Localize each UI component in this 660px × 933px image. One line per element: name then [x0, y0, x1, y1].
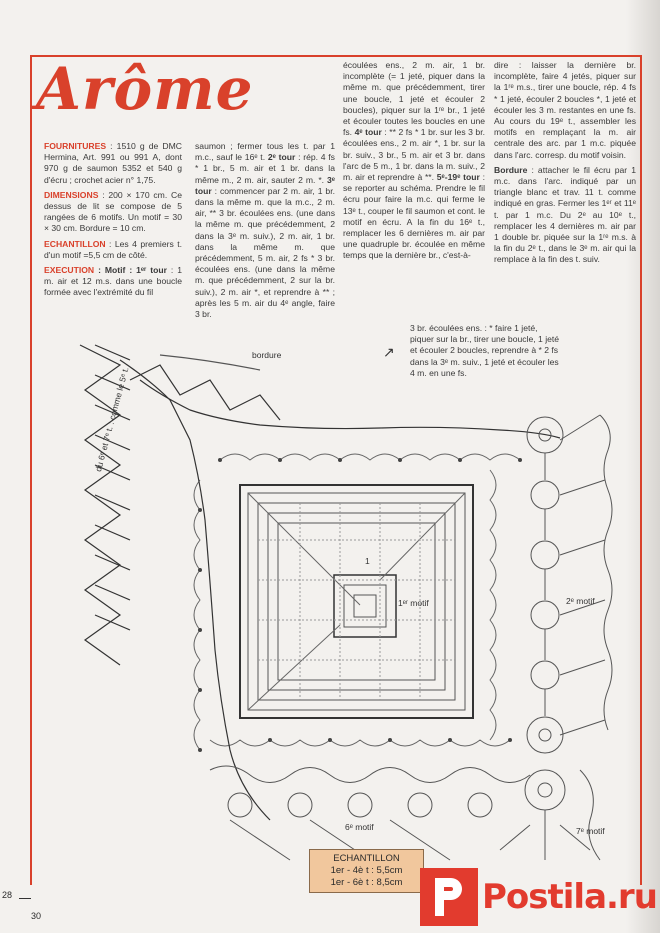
col3-text-b: : ** 2 fs * 1 br. sur les 3 br. écoulées ens., 2 m. air *, 1 br. sur la br. suiv., 3 br., 5 m. air et 3 br. dans l'arc de 5 m., 1 br. dans la m. suiv., 2 m. air et reprendre à **. — [343, 127, 485, 183]
watermark-text: Postila.ru — [482, 877, 657, 917]
text-column-1 — [44, 141, 182, 299]
label-bordure: bordure — [252, 350, 282, 360]
bordure-edge — [80, 345, 560, 820]
echantillon-box-line-2: 1er - 6è t : 8,5cm — [330, 877, 403, 888]
dimensions-text: : 200 × 170 cm. Ce dessus de lit se compose de 5 rangées de 6 motifs. Un motif = 30 × 30 cm. Bordure = 10 cm. — [44, 189, 182, 234]
echantillon-box-title: ECHANTILLON — [333, 853, 400, 864]
echantillon-box-line-1: 1er - 4è t : 5,5cm — [330, 865, 403, 876]
col4-text-b: : attacher le fil écru par 1 m.c. dans l'arc. indiqué par un triangle blanc et trav. 11 t. comme indiqué en gras. Fermer les 1ᵉʳ et 11ᵉ t. par 1 m.c. Du 2ᵉ au 10ᵉ t., remplacer les 4 dernières m. air par 1 double br. piquée sur la 1ʳᵉ m.s. à la fin du 2ᵉ t., dans le 3ᵉ m. air qui la remplace à la fin des t. suiv. — [494, 164, 636, 265]
motif-lead: : Motif : 1ᵉʳ tour — [94, 265, 167, 276]
tour-5-19-label: 5ᵉ-19ᵉ tour — [436, 172, 480, 183]
bordure-label: Bordure — [494, 164, 528, 175]
motif-6-7-row — [210, 766, 600, 860]
tour-3-label: 3ᵉ tour — [195, 174, 335, 196]
crochet-diagram — [60, 320, 640, 880]
postila-logo-icon — [420, 868, 478, 926]
postila-watermark — [420, 866, 657, 928]
text-column-4 — [494, 60, 636, 266]
stitch-callout: 3 br. écoulées ens. : * faire 1 jeté, piquer sur la br., tirer une boucle, 1 jeté et écouler 2 boucles, reprendre à * 2 fs dans la 3ᵉ m. suiv., 1 jeté et écouler les 4 m. en une fs. — [410, 323, 560, 378]
col3-text-a: écoulées ens., 2 m. air, 1 br. incomplète (= 1 jeté, piquer dans la même m. que précédemment, tirer une boucle, 1 jeté et écouler 2 boucles), piquer sur la 1ʳᵉ br., 1 jeté et écouler toutes les boucles en une fs. — [343, 60, 485, 138]
execution-text: : 1 m. air et 12 m.s. dans une boucle formée avec l'extrémité du fil — [44, 265, 182, 298]
text-column-3 — [343, 60, 485, 262]
col2-text-c: : commencer par 2 m. air, 1 br. dans la même m. que la m.c., 2 m. air, ** 3 br. écoulées ens. (une dans la même m. que précédemment, 2 dans la 3ᵉ m. suiv.), 2 m. air, 1 br. dans la même m. que précédemment, 5 m. air, 2 fs * 3 br. écoulées ens. (une dans la même m. que précédemment, 2 sur la br. suiv.), 2 m. air *, et reprendre à ** ; après les 5 m. air du 4ᵉ angle, faire 3 br. — [195, 185, 335, 320]
text-column-2 — [195, 141, 335, 320]
label-motif-1: 1ᵉʳ motif — [398, 598, 429, 608]
pointer-arrow-icon: ↗ — [383, 344, 395, 360]
label-motif-2: 2ᵉ motif — [566, 596, 595, 606]
page-number-left: 28 — [2, 890, 13, 900]
tour-2-label: 2ᵉ tour — [267, 152, 296, 163]
label-motif-6: 6ᵉ motif — [345, 822, 374, 832]
page-number-right: 30 — [31, 911, 42, 921]
label-start-1: 1 — [365, 556, 370, 566]
execution-label: EXECUTION — [44, 265, 95, 276]
col3-text-c: : se reporter au schéma. Prendre le fil écru pour faire la m.c. qui ferme le 13ᵉ t., couper le fil saumon et cont. le motif en écru. A la fin du 16ᵉ t., remplacer les 6 dernières m. air par une quadruple br. écoulée en même temps que la dernière br., c'est-à- — [343, 172, 485, 261]
col4-text-a: dire : laisser la dernière br. incomplète, faire 4 jetés, piquer sur la 1ʳᵉ m.s., tirer une boucle, rép. 4 fs * 1 jeté, écouler 2 boucles *, 1 jeté et écouler les 3 m. restantes en une fs. Au cours du 19ᵉ t., assembler les motifs en remplaçant la m. air centrale des arc. par 1 m.c. piquée dans l'arc. corresp. du motif voisin. — [494, 60, 636, 160]
motif-1-grid — [240, 485, 473, 718]
tour-4-label: 4ᵉ tour — [354, 127, 382, 138]
fournitures-text: : 1510 g de DMC Hermina, Art. 991 ou 991 A, dont 970 g de saumon 5352 et 540 g d'écru ; crochet acier n° 1,75. — [44, 141, 182, 185]
echantillon-box — [309, 849, 424, 893]
page-number-tick — [19, 898, 31, 899]
col2-text-b: : rép. 4 fs * 1 br., 5 m. air et 1 br. dans la même m., 2 m. air, sauter 2 m. *. — [195, 152, 335, 185]
motif-2-flowers — [527, 415, 612, 753]
label-side-rows: du 6ᵉ et 7ᵉ t. : comme le 5ᵉ t. — [93, 365, 131, 473]
fournitures-label: FOURNITURES — [44, 141, 107, 151]
page-title: Arôme — [36, 55, 254, 123]
echantillon-text: : Les 4 premiers t. d'un motif =5,5 cm de côté. — [44, 238, 182, 260]
echantillon-label: ECHANTILLON — [44, 238, 106, 249]
label-motif-7: 7ᵉ motif — [576, 826, 605, 836]
dimensions-label: DIMENSIONS — [44, 189, 99, 200]
col2-text-a: saumon ; fermer tous les t. par 1 m.c., sauf le 16ᵉ t. — [195, 141, 335, 163]
